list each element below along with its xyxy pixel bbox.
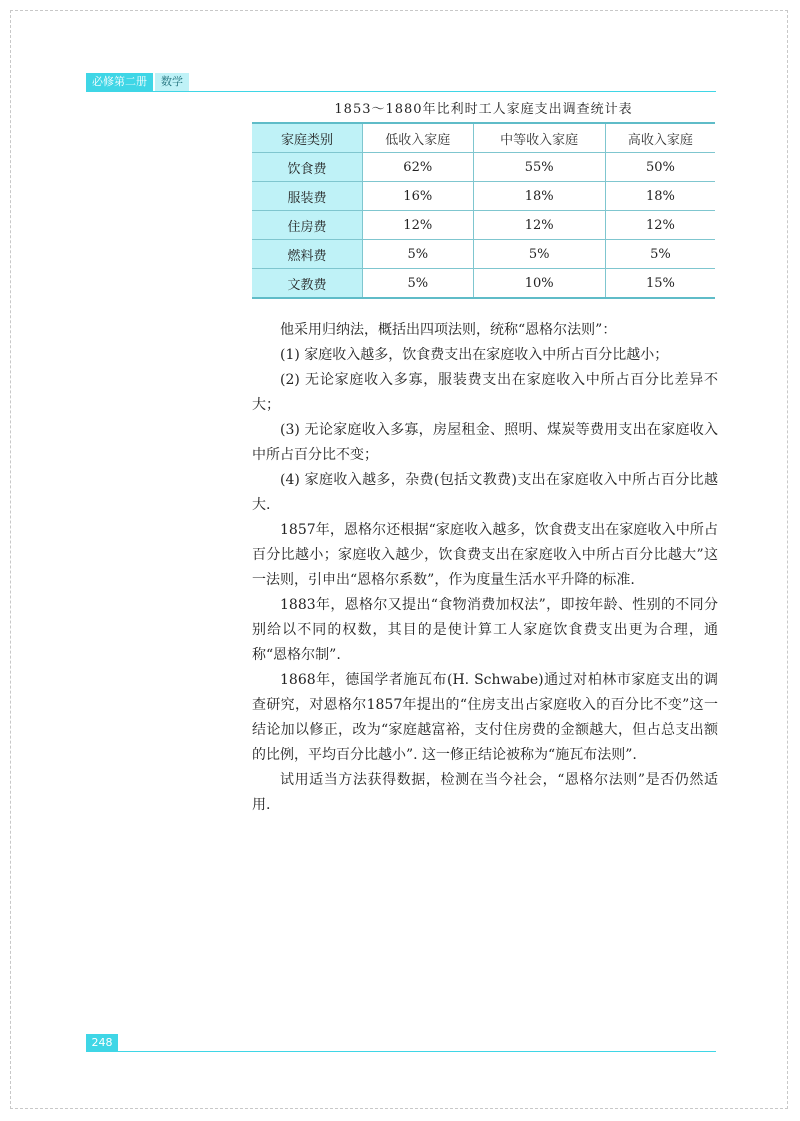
table-cell: 5% (363, 240, 474, 269)
rule-item: (4) 家庭收入越多，杂费(包括文教费)支出在家庭收入中所占百分比越大. (252, 472, 718, 513)
table-cell: 16% (363, 182, 474, 211)
rule-item: (2) 无论家庭收入多寡，服装费支出在家庭收入中所占百分比差异不大； (252, 372, 718, 413)
row-label: 饮食费 (252, 153, 363, 182)
table-cell: 10% (473, 269, 605, 299)
paragraph-1857: 1857年，恩格尔还根据“家庭收入越多，饮食费支出在家庭收入中所占百分比越小；家庭收入越少，饮食费支出在家庭收入中所占百分比越大”这一法则，引申出“恩格尔系数”，作为度量生活水平升降的标准. (252, 522, 718, 588)
table-row (252, 182, 715, 211)
expenditure-table (252, 122, 715, 299)
table-cell: 12% (363, 211, 474, 240)
subject-label: 数学 (155, 73, 189, 91)
table-header-row (252, 123, 715, 153)
paragraph-1868: 1868年，德国学者施瓦布(H. Schwabe)通过对柏林市家庭支出的调查研究，对恩格尔1857年提出的“住房支出占家庭收入的百分比不变”这一结论加以修正，改为“家庭越富裕，支付住房费的金额越大，但占总支出额的比例，平均百分比越小”. 这一修正结论被称为“施瓦布法则”. (252, 672, 718, 763)
table-cell: 5% (363, 269, 474, 299)
table-title: 1853～1880年比利时工人家庭支出调查统计表 (334, 102, 633, 117)
paragraph-1883: 1883年，恩格尔又提出“食物消费加权法”，即按年龄、性别的不同分别给以不同的权数，其目的是使计算工人家庭饮食费支出更为合理，通称“恩格尔制”. (252, 597, 718, 663)
table-cell: 55% (473, 153, 605, 182)
table-row (252, 211, 715, 240)
table-cell: 18% (605, 182, 715, 211)
header-divider (86, 91, 716, 92)
rule-item: (3) 无论家庭收入多寡，房屋租金、照明、煤炭等费用支出在家庭收入中所占百分比不变； (252, 422, 718, 463)
table-cell: 12% (473, 211, 605, 240)
table-cell: 18% (473, 182, 605, 211)
table-row (252, 153, 715, 182)
column-header: 中等收入家庭 (473, 123, 605, 153)
page-header (86, 73, 189, 91)
table-cell: 62% (363, 153, 474, 182)
row-label: 住房费 (252, 211, 363, 240)
task-paragraph: 试用适当方法获得数据，检测在当今社会，“恩格尔法则”是否仍然适用. (252, 772, 718, 813)
column-header: 家庭类别 (252, 123, 363, 153)
intro-paragraph: 他采用归纳法，概括出四项法则，统称“恩格尔法则”： (280, 322, 617, 338)
table-cell: 15% (605, 269, 715, 299)
column-header: 高收入家庭 (605, 123, 715, 153)
row-label: 燃料费 (252, 240, 363, 269)
table-row (252, 240, 715, 269)
book-volume-tag: 必修第二册 (86, 73, 153, 91)
column-header: 低收入家庭 (363, 123, 474, 153)
table-cell: 5% (473, 240, 605, 269)
row-label: 文教费 (252, 269, 363, 299)
body-text (252, 318, 718, 818)
table-cell: 12% (605, 211, 715, 240)
table-cell: 5% (605, 240, 715, 269)
footer-divider (86, 1051, 716, 1052)
table-row (252, 269, 715, 299)
rule-item: (1) 家庭收入越多，饮食费支出在家庭收入中所占百分比越小； (280, 347, 669, 363)
row-label: 服装费 (252, 182, 363, 211)
table-cell: 50% (605, 153, 715, 182)
page-number: 248 (86, 1034, 118, 1052)
